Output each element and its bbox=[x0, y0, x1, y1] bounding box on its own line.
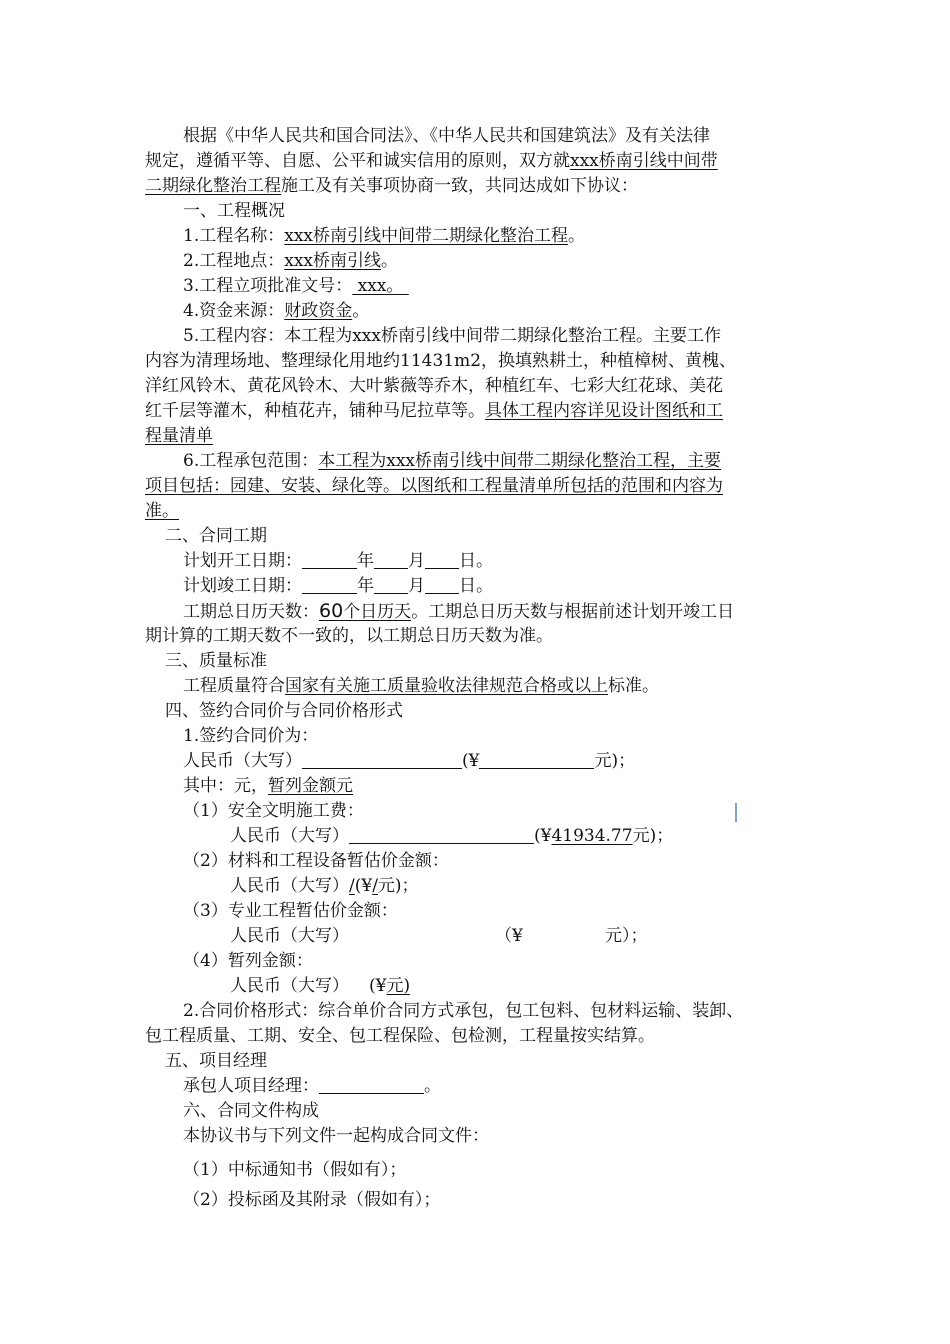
approval-row bbox=[183, 274, 409, 299]
start-date-row bbox=[183, 549, 493, 574]
item-3-row: （3）专业工程暂估价金额： bbox=[183, 901, 398, 921]
content-line-1: 5.工程内容：本工程为xxx桥南引线中间带二期绿化整治工程。主要工作 bbox=[183, 326, 721, 346]
content-line-5 bbox=[145, 424, 213, 449]
start-month-label: 月 bbox=[408, 551, 425, 571]
item-1-rmb-blank[interactable] bbox=[349, 825, 534, 844]
item-3-yen-close: 元）； bbox=[605, 926, 648, 946]
scope-line-3 bbox=[145, 499, 179, 524]
item-3-yen-open: （¥ bbox=[495, 926, 523, 946]
total-days-rest: 。工期总日历天数与根据前述计划开竣工日 bbox=[411, 602, 735, 622]
fund-row bbox=[183, 299, 369, 324]
price-yen-close: 元)； bbox=[594, 751, 636, 771]
item-2-yen-value: / bbox=[372, 876, 378, 896]
item-2-yen-open: (¥ bbox=[354, 876, 373, 896]
end-month-blank[interactable] bbox=[374, 575, 408, 594]
scope-line-2 bbox=[145, 474, 723, 499]
total-days-line-2: 期计算的工期天数不一致的，以工期总日历天数为准。 bbox=[145, 626, 553, 646]
price-rmb-label: 人民币（大写） bbox=[183, 751, 302, 771]
price-form-line-2: 包工程质量、工期、安全、包工程保险、包检测，工程量按实结算。 bbox=[145, 1026, 655, 1046]
scope-line-1 bbox=[183, 449, 721, 474]
end-day-label: 日。 bbox=[459, 576, 493, 596]
manager-label: 承包人项目经理： bbox=[183, 1076, 319, 1096]
end-month-label: 月 bbox=[408, 576, 425, 596]
item-1-amount: 41934.77 bbox=[551, 826, 633, 846]
section-4-heading: 四、签约合同价与合同价格形式 bbox=[165, 701, 403, 721]
price-yen-blank[interactable] bbox=[479, 750, 594, 769]
price-among-text: 其中：元， bbox=[183, 776, 268, 796]
item-2-rmb-value: / bbox=[349, 876, 355, 896]
intro-text-2a: 规定，遵循平等、自愿、公平和诚实信用的原则，双方就 bbox=[145, 151, 570, 171]
scope-text-1: 本工程为xxx桥南引线中间带二期绿化整治工程，主要 bbox=[318, 451, 721, 471]
end-year-label: 年 bbox=[357, 576, 374, 596]
fund-label: 4.资金来源： bbox=[183, 301, 285, 321]
content-line-2: 内容为清理场地、整理绿化用地约11431m2，换填熟耕土，种植樟树、黄槐、 bbox=[145, 351, 737, 371]
total-days-label: 工期总日历天数： bbox=[183, 602, 319, 622]
content-text-5: 程量清单 bbox=[145, 426, 213, 446]
price-rmb-row bbox=[183, 749, 635, 774]
item-3-rmb-label: 人民币（大写） bbox=[230, 926, 349, 946]
intro-line-3 bbox=[145, 174, 638, 199]
section-6-heading: 六、合同文件构成 bbox=[183, 1101, 319, 1121]
quality-text-c: 标准。 bbox=[608, 676, 659, 696]
content-line-4 bbox=[145, 399, 723, 424]
project-place-value: xxx桥南引线 bbox=[284, 251, 381, 271]
manager-end: 。 bbox=[424, 1076, 441, 1096]
project-place-label: 2.工程地点： bbox=[183, 251, 285, 271]
intro-line-1 bbox=[183, 124, 710, 149]
item-1-rmb-row bbox=[230, 824, 673, 849]
scope-text-2: 项目包括：园建、安装、绿化等。以图纸和工程量清单所包括的范围和内容为 bbox=[145, 476, 723, 496]
start-date-label: 计划开工日期： bbox=[183, 551, 302, 571]
quality-text-a: 工程质量符合 bbox=[183, 676, 285, 696]
project-name-value: xxx桥南引线中间带二期绿化整治工程 bbox=[284, 226, 568, 246]
section-5-heading: 五、项目经理 bbox=[165, 1051, 267, 1071]
price-among-row bbox=[183, 774, 353, 799]
intro-text-3b: 施工及有关事项协商一致，共同达成如下协议： bbox=[281, 176, 638, 196]
item-4-rmb-label: 人民币（大写） bbox=[230, 976, 349, 996]
approval-label: 3.工程立项批准文号： bbox=[183, 276, 353, 296]
item-2-rmb-label: 人民币（大写） bbox=[230, 876, 349, 896]
approval-value: xxx。 bbox=[352, 276, 409, 296]
price-rmb-blank[interactable] bbox=[302, 750, 462, 769]
fund-value: 财政资金 bbox=[284, 301, 353, 321]
project-place-row bbox=[183, 249, 398, 274]
item-4-yen-open: (¥ bbox=[369, 976, 387, 996]
content-text-4a: 红千层等灌木，种植花卉，铺种马尼拉草等。 bbox=[145, 401, 485, 421]
start-month-blank[interactable] bbox=[374, 550, 408, 569]
text-cursor bbox=[735, 803, 737, 822]
document-item-2: （2）投标函及其附录（假如有）； bbox=[183, 1190, 441, 1210]
manager-row bbox=[183, 1074, 441, 1099]
item-1-row: （1）安全文明施工费： bbox=[183, 801, 364, 821]
content-text-4b: 具体工程内容详见设计图纸和工 bbox=[485, 401, 723, 421]
end-year-blank[interactable] bbox=[302, 575, 357, 594]
total-days-unit: 个日历天 bbox=[343, 602, 412, 622]
item-1-yen-open: (¥ bbox=[534, 826, 552, 846]
intro-line-2 bbox=[145, 149, 718, 174]
start-year-blank[interactable] bbox=[302, 550, 357, 569]
manager-blank[interactable] bbox=[319, 1075, 424, 1094]
item-2-yen-close: 元)； bbox=[377, 876, 419, 896]
project-name-end: 。 bbox=[568, 226, 585, 246]
section-3-heading: 三、质量标准 bbox=[165, 651, 267, 671]
document-item-1: （1）中标通知书（假如有）； bbox=[183, 1160, 407, 1180]
item-1-yen-close: 元)； bbox=[632, 826, 674, 846]
scope-label: 6.工程承包范围： bbox=[183, 451, 319, 471]
project-name-inline-b: 二期绿化整治工程 bbox=[145, 176, 281, 196]
end-date-row bbox=[183, 574, 493, 599]
start-day-blank[interactable] bbox=[425, 550, 459, 569]
total-days-row bbox=[183, 599, 734, 624]
fund-end: 。 bbox=[352, 301, 370, 321]
start-year-label: 年 bbox=[357, 551, 374, 571]
price-yen-open: (¥ bbox=[462, 751, 480, 771]
project-name-row bbox=[183, 224, 585, 249]
project-place-end: 。 bbox=[381, 251, 398, 271]
quality-standard: 国家有关施工质量验收法律规范合格或以上 bbox=[285, 676, 608, 696]
item-2-rmb-row bbox=[230, 874, 419, 899]
item-4-rmb-row bbox=[230, 974, 410, 999]
project-name-inline-a: xxx桥南引线中间带 bbox=[570, 151, 718, 171]
start-day-label: 日。 bbox=[459, 551, 493, 571]
provisional-sum-text: 暂列金额元 bbox=[268, 776, 353, 796]
content-line-3: 洋红风铃木、黄花风铃木、大叶紫薇等乔木，种植红车、七彩大红花球、美花 bbox=[145, 376, 723, 396]
end-day-blank[interactable] bbox=[425, 575, 459, 594]
section-1-heading: 一、工程概况 bbox=[183, 201, 285, 221]
item-4-yen-close: 元) bbox=[386, 976, 411, 996]
item-4-row: （4）暂列金额： bbox=[183, 951, 313, 971]
project-name-label: 1.工程名称： bbox=[183, 226, 285, 246]
price-label-row: 1.签约合同价为： bbox=[183, 726, 319, 746]
item-3-rmb-row bbox=[230, 924, 349, 949]
section-2-heading: 二、合同工期 bbox=[165, 526, 267, 546]
intro-text-1: 根据《中华人民共和国合同法》、《中华人民共和国建筑法》及有关法律 bbox=[183, 126, 710, 146]
documents-intro: 本协议书与下列文件一起构成合同文件： bbox=[183, 1126, 489, 1146]
item-2-row: （2）材料和工程设备暂估价金额： bbox=[183, 851, 449, 871]
price-form-line-1: 2.合同价格形式：综合单价合同方式承包，包工包料、包材料运输、装卸、 bbox=[183, 1001, 744, 1021]
item-1-rmb-label: 人民币（大写） bbox=[230, 826, 349, 846]
end-date-label: 计划竣工日期： bbox=[183, 576, 302, 596]
scope-text-3: 准。 bbox=[145, 501, 179, 521]
quality-row bbox=[183, 674, 659, 699]
total-days-number: 60 bbox=[319, 600, 344, 622]
